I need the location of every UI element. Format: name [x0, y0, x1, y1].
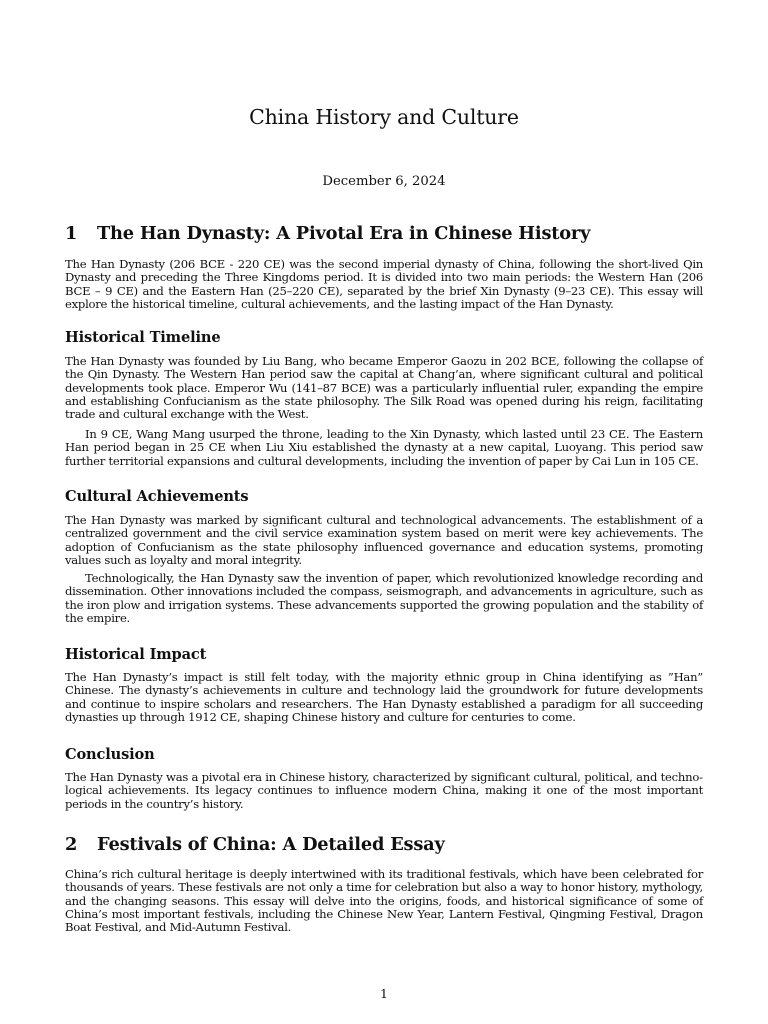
- subsection-heading: Historical Timeline: [65, 329, 221, 346]
- subsection-heading: Cultural Achievements: [65, 488, 249, 505]
- paragraph: The Han Dynasty was a pivotal era in Chinese history, characterized by significant cultural, political, and technological achievements. Its legacy continues to influence modern China, making it one of the most important periods in the country’s history.: [65, 770, 703, 811]
- paragraph: The Han Dynasty was marked by significant cultural and technological advancements. The establishment of a centralized government and the civil service examination system based on merit were key achievements. The adoption of Confucianism as the state philosophy influenced governance and education systems, promoting values such as loyalty and moral integrity.: [65, 513, 703, 568]
- section-intro-paragraph: China’s rich cultural heritage is deeply intertwined with its traditional festivals, which have been celebrated for thousands of years. These festivals are not only a time for celebration but also a way to honor history, mythology, and the changing seasons. This essay will delve into the origins, foods, and historical significance of some of China’s most important festivals, including the Chinese New Year, Lantern Festival, Qingming Festival, Dragon Boat Festival, and Mid-Autumn Festival.: [65, 867, 703, 935]
- document-date: December 6, 2024: [322, 174, 446, 189]
- subsection-heading: Conclusion: [65, 746, 155, 763]
- section-title: Festivals of China: A Detailed Essay: [97, 834, 445, 855]
- paragraph: Technologically, the Han Dynasty saw the invention of paper, which revolutionized knowledge recording and dissemination. Other innovations included the compass, seismograph, and advancements in agriculture, such as the iron plow and irrigation systems. These advancements supported the growing population and the stability of the empire.: [65, 571, 703, 626]
- section-heading: [65, 222, 705, 246]
- paragraph: The Han Dynasty’s impact is still felt today, with the majority ethnic group in China identifying as ”Han” Chinese. The dynasty’s achievements in culture and technology laid the groundwork for future developments and continue to inspire scholars and researchers. The Han Dynasty established a paradigm for all succeeding dynasties up through 1912 CE, shaping Chinese history and culture for centuries to come.: [65, 670, 703, 725]
- section-heading: [65, 833, 705, 857]
- section-number: 1: [65, 223, 78, 244]
- page-number: 1: [380, 986, 388, 1001]
- section-number: 2: [65, 834, 78, 855]
- subsection-heading: Historical Impact: [65, 646, 207, 663]
- paragraph: In 9 CE, Wang Mang usurped the throne, leading to the Xin Dynasty, which lasted until 23 CE. The Eastern Han period began in 25 CE when Liu Xiu established the dynasty at a new capital, Luoyang. This period saw further territorial expansions and cultural developments, including the invention of paper by Cai Lun in 105 CE.: [65, 427, 703, 468]
- section-intro-paragraph: The Han Dynasty (206 BCE - 220 CE) was the second imperial dynasty of China, following the short-lived Qin Dynasty and preceding the Three Kingdoms period. It is divided into two main periods: the Western Han (206 BCE – 9 CE) and the Eastern Han (25–220 CE), separated by the brief Xin Dynasty (9–23 CE). This essay will explore the historical timeline, cultural achievements, and the lasting impact of the Han Dynasty.: [65, 257, 703, 312]
- section-title: The Han Dynasty: A Pivotal Era in Chinese History: [97, 223, 591, 244]
- paragraph: The Han Dynasty was founded by Liu Bang, who became Emperor Gaozu in 202 BCE, following the collapse of the Qin Dynasty. The Western Han period saw the capital at Chang’an, where significant cultural and political developments took place. Emperor Wu (141–87 BCE) was a particularly influential ruler, expanding the empire and establishing Confucianism as the state philosophy. The Silk Road was opened during his reign, facilitating trade and cultural exchange with the West.: [65, 354, 703, 422]
- document-title: China History and Culture: [249, 105, 519, 129]
